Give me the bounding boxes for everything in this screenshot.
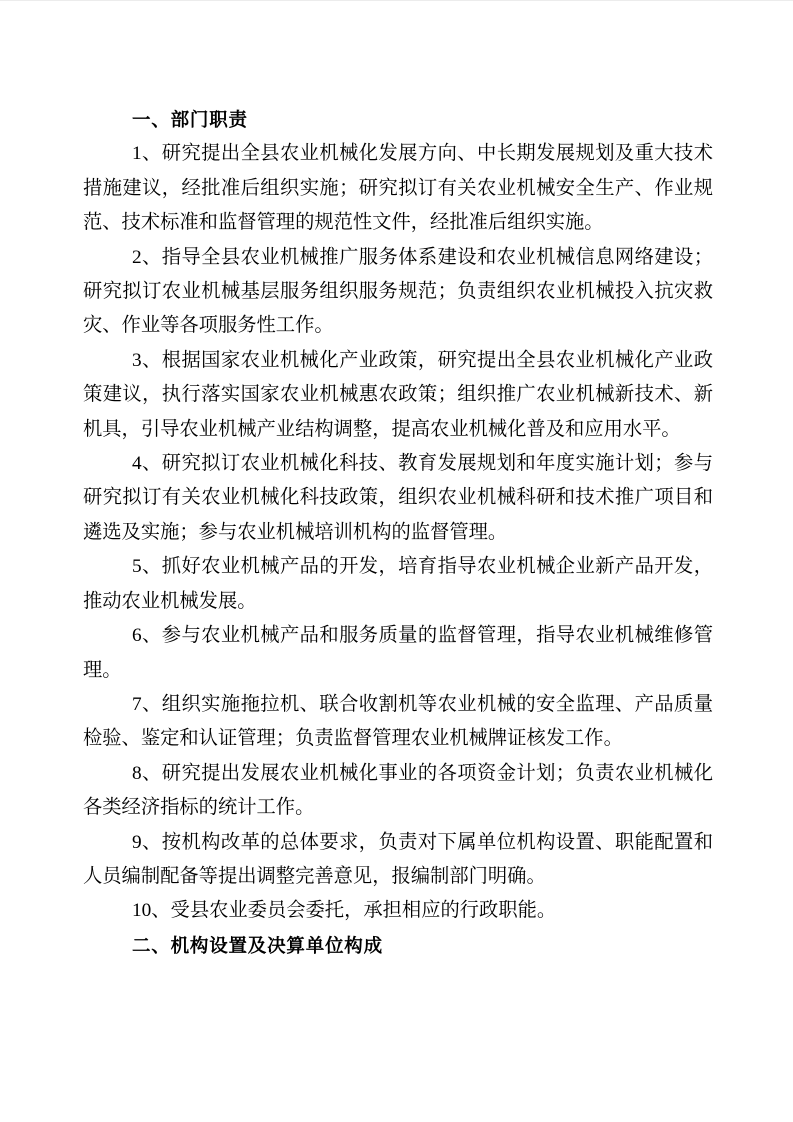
section-heading-duties: 一、部门职责 — [132, 109, 248, 130]
duty-paragraph-5: 5、抓好农业机械产品的开发，培育指导农业机械企业新产品开发，推动农业机械发展。 — [83, 556, 713, 612]
duty-paragraph-4: 4、研究拟订农业机械化科技、教育发展规划和年度实施计划；参与研究拟订有关农业机械化科技政策，组织农业机械科研和技术推广项目和遴选及实施；参与农业机械培训机构的监督管理。 — [83, 453, 713, 543]
duty-paragraph-2: 2、指导全县农业机械推广服务体系建设和农业机械信息网络建设；研究拟订农业机械基层服务组织服务规范；负责组织农业机械投入抗灾救灾、作业等各项服务性工作。 — [83, 246, 713, 337]
duty-paragraph-7: 7、组织实施拖拉机、联合收割机等农业机械的安全监理、产品质量检验、鉴定和认证管理；负责监督管理农业机械牌证核发工作。 — [83, 693, 713, 750]
duty-paragraph-10: 10、受县农业委员会委托，承担相应的行政职能。 — [132, 900, 557, 922]
duty-paragraph-3: 3、根据国家农业机械化产业政策，研究提出全县农业机械化产业政策建议，执行落实国家农业机械惠农政策；组织推广农业机械新技术、新机具，引导农业机械产业结构调整，提高农业机械化普及和应用水平。 — [83, 349, 713, 440]
duty-paragraph-9: 9、按机构改革的总体要求，负责对下属单位机构设置、职能配置和人员编制配备等提出调整完善意见，报编制部门明确。 — [83, 831, 713, 887]
duty-paragraph-1: 1、研究提出全县农业机械化发展方向、中长期发展规划及重大技术措施建议，经批准后组织实施；研究拟订有关农业机械安全生产、作业规范、技术标准和监督管理的规范性文件，经批准后组织实施。 — [83, 143, 713, 234]
duty-paragraph-8: 8、研究提出发展农业机械化事业的各项资金计划；负责农业机械化各类经济指标的统计工作。 — [83, 762, 713, 819]
document-content — [83, 103, 713, 963]
duty-paragraph-6: 6、参与农业机械产品和服务质量的监督管理，指导农业机械维修管理。 — [83, 625, 713, 681]
section-heading-organization: 二、机构设置及决算单位构成 — [132, 934, 383, 956]
